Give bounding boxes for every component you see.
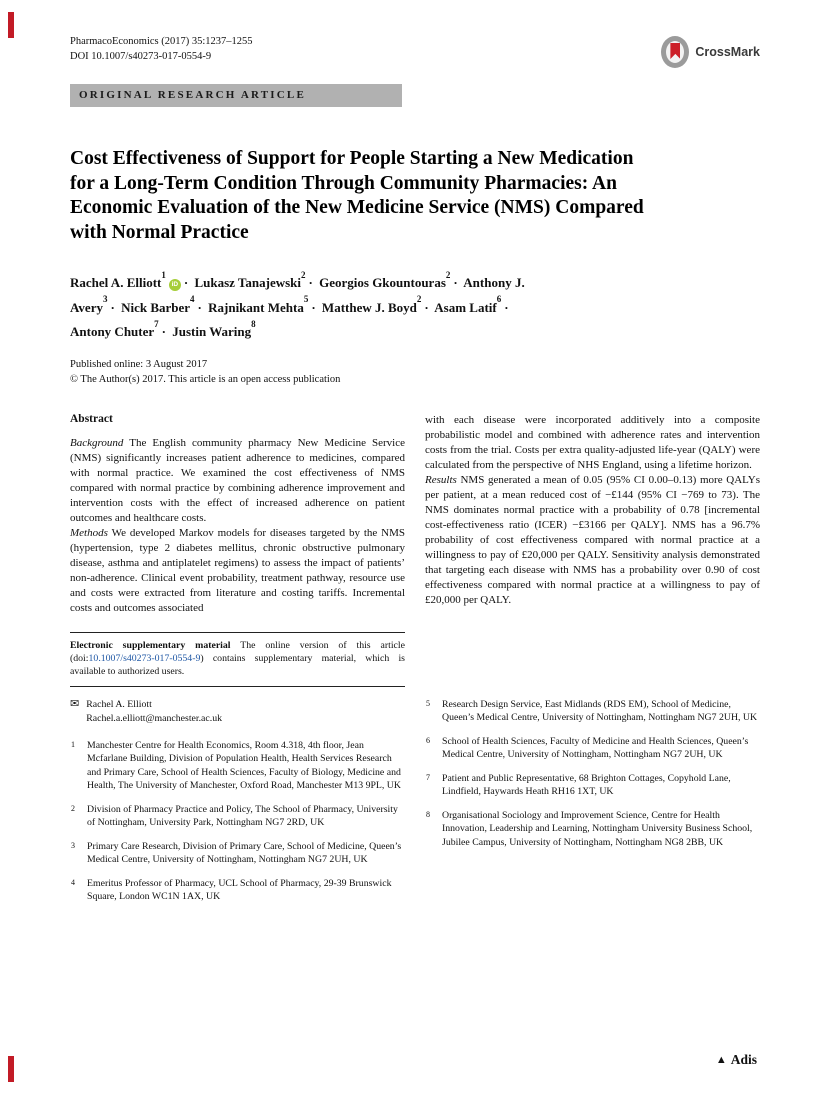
journal-citation: PharmacoEconomics (2017) 35:1237–1255 bbox=[70, 36, 253, 47]
affiliation-text: Research Design Service, East Midlands (RDS EM), School of Medicine, Queen’s Medical Centre, University of Nottingham, Nottingham NG7 2UH, UK bbox=[442, 698, 758, 724]
page-edge-mark-bottom bbox=[8, 1056, 14, 1082]
footnotes-left-column bbox=[70, 698, 405, 914]
author bbox=[121, 294, 195, 315]
methods-text-right: with each disease were incorporated additively into a composite probabilistic model and combined with adherence rates and intervention costs from the trial. Costs per extra quality-adjusted life-year (QALY) were calculated from the perspective of NHS England, using a lifetime horizon. bbox=[425, 413, 760, 471]
published-online: Published online: 3 August 2017 bbox=[70, 358, 208, 370]
doi-line: DOI 10.1007/s40273-017-0554-9 bbox=[70, 51, 212, 62]
author-affiliation-ref: 2 bbox=[301, 270, 306, 280]
abstract-methods-paragraph bbox=[70, 526, 405, 616]
affiliation-item bbox=[425, 772, 760, 799]
author-separator: · bbox=[183, 275, 189, 291]
methods-label: Methods bbox=[70, 526, 108, 539]
affiliation-number: 6 bbox=[426, 735, 430, 745]
author-separator: · bbox=[308, 275, 313, 291]
abstract-background-paragraph bbox=[70, 436, 405, 526]
author-name: Rachel A. Elliott bbox=[70, 275, 162, 291]
author-affiliation-ref: 6 bbox=[496, 294, 502, 305]
results-text: NMS generated a mean of 0.05 (95% CI 0.00–0.13) more QALYs per patient, at a mean reduced cost of −£144 (95% CI −769 to 73). The NMS dominates normal practice with a probability of 0.78 [incremental cost-effectiveness ratio (ICER) −£3166 per QALY]. NMS has a 96.7% probability of cost effectiveness compared with normal practice at a willingness to pay of £20,000 per QALY. Sensitivity analysis demonstrated that targeting each disease with NMS has a probability over 0.90 of cost effectiveness compared with normal practice at a willingness to pay of £20,000 per QALY. bbox=[425, 473, 761, 606]
crossmark-icon bbox=[661, 36, 689, 68]
corresponding-author-name: Rachel A. Elliott bbox=[86, 698, 152, 710]
adis-label: Adis bbox=[730, 1052, 757, 1067]
affiliation-number: 4 bbox=[71, 877, 75, 887]
author-separator: · bbox=[197, 299, 202, 315]
affiliation-item bbox=[70, 840, 405, 867]
adis-logo bbox=[716, 1052, 757, 1068]
publication-info bbox=[70, 357, 760, 387]
affiliation-text: Emeritus Professor of Pharmacy, UCL School of Pharmacy, 29-39 Brunswick Square, London WC1N 1AX, UK bbox=[87, 877, 392, 903]
author-name: Rajnikant Mehta bbox=[208, 299, 304, 315]
affiliation-number: 8 bbox=[426, 809, 430, 819]
author-name: Lukasz Tanajewski bbox=[194, 275, 302, 291]
background-text: The English community pharmacy New Medicine Service (NMS) significantly increases patient adherence to medicines, compared with normal practice. We examined the cost effectiveness of NMS compared with normal practice by combining adherence improvement and intervention costs with the effect of increased adherence on patient outcomes and healthcare costs. bbox=[70, 436, 405, 524]
affiliation-item bbox=[70, 739, 405, 793]
author bbox=[434, 294, 502, 315]
affiliation-number: 7 bbox=[426, 772, 430, 782]
author-affiliation-ref: 1 bbox=[161, 270, 166, 280]
abstract bbox=[70, 413, 760, 616]
author-affiliation-ref: 3 bbox=[102, 294, 108, 305]
affiliation-item bbox=[70, 877, 405, 904]
supplementary-text-before-link: The online version of this article (doi: bbox=[70, 639, 405, 664]
author-affiliation-ref: 4 bbox=[190, 294, 195, 305]
author-separator: · bbox=[504, 299, 509, 315]
affiliation-text: Patient and Public Representative, 68 Brighton Cottages, Copyhold Lane, Lindfield, Haywards Heath RH16 1XT, UK bbox=[442, 772, 731, 798]
author-affiliation-ref: 7 bbox=[154, 318, 159, 329]
abstract-right-column bbox=[425, 413, 760, 616]
author bbox=[70, 318, 159, 339]
author-name: Anthony J. Avery bbox=[70, 275, 525, 315]
affiliation-number: 2 bbox=[71, 803, 75, 813]
supplementary-doi-link[interactable]: 10.1007/s40273-017-0554-9 bbox=[88, 652, 201, 664]
article-type-banner bbox=[70, 84, 402, 107]
affiliation-item bbox=[425, 735, 760, 762]
affiliation-text: Primary Care Research, Division of Primary Care, School of Medicine, Queen’s Medical Centre, University of Nottingham, Nottingham NG7 2UH, UK bbox=[87, 840, 402, 866]
article-type-label: ORIGINAL RESEARCH ARTICLE bbox=[79, 89, 306, 101]
abstract-heading: Abstract bbox=[70, 412, 113, 425]
supplementary-text-after-link: ) contains supplementary material, which is available to authorized users. bbox=[70, 652, 405, 677]
affiliation-item bbox=[70, 803, 405, 830]
envelope-icon: ✉ bbox=[70, 697, 80, 710]
supplementary-material-note bbox=[70, 632, 405, 687]
article-title: Cost Effectiveness of Support for People Starting a New Medication for a Long-Term Condition Through Community Pharmacies: An Economic Evaluation of the New Medicine Service (NMS) Compared with Normal Practice bbox=[70, 148, 644, 243]
author bbox=[70, 270, 166, 291]
adis-triangle-icon: ▲ bbox=[715, 1053, 727, 1066]
affiliation-number: 3 bbox=[71, 840, 75, 850]
author-affiliation-ref: 2 bbox=[416, 294, 422, 305]
affiliation-item bbox=[425, 809, 760, 850]
author-affiliation-ref: 8 bbox=[251, 318, 256, 329]
crossmark-label: CrossMark bbox=[695, 45, 760, 59]
author-name: Nick Barber bbox=[121, 299, 191, 315]
affiliation-text: Manchester Centre for Health Economics, Room 4.318, 4th floor, Jean Mcfarlane Building, Division of Population Health, Health Services Research and Primary Care, School of Health Sciences, Faculty of Biology, Medicine and Health, The University of Manchester, Oxford Road, Manchester M13 9PL, UK bbox=[87, 739, 401, 792]
footnotes-right-column bbox=[425, 698, 760, 914]
author bbox=[208, 294, 309, 315]
author-name: Asam Latif bbox=[434, 299, 497, 315]
author bbox=[172, 318, 256, 339]
affiliation-number: 1 bbox=[71, 739, 75, 749]
author-separator: · bbox=[110, 299, 115, 315]
orcid-icon[interactable]: iD bbox=[169, 279, 181, 291]
affiliation-number: 5 bbox=[426, 698, 430, 708]
affiliation-item bbox=[425, 698, 760, 725]
background-label: Background bbox=[70, 436, 124, 449]
correspondence-block bbox=[70, 698, 405, 726]
author-separator: · bbox=[311, 299, 316, 315]
author-separator: · bbox=[424, 299, 429, 315]
author-list bbox=[70, 269, 550, 342]
page-header bbox=[70, 34, 760, 68]
author bbox=[321, 294, 422, 315]
copyright-line: © The Author(s) 2017. This article is an open access publication bbox=[70, 373, 341, 385]
crossmark-badge[interactable] bbox=[661, 36, 760, 68]
author bbox=[319, 270, 451, 291]
author-affiliation-ref: 2 bbox=[445, 270, 451, 280]
footnotes bbox=[70, 698, 760, 914]
abstract-methods-continued bbox=[425, 413, 760, 473]
page-edge-mark-top bbox=[8, 12, 14, 38]
author-name: Justin Waring bbox=[172, 323, 252, 339]
abstract-left-column bbox=[70, 413, 405, 616]
author-separator: · bbox=[161, 323, 166, 339]
affiliation-text: Organisational Sociology and Improvement Science, Centre for Health Innovation, Leadership and Learning, Nottingham University Business School, Jubilee Campus, University of Nottingham, Nottingham NG8 2BB, UK bbox=[442, 809, 753, 848]
abstract-results-paragraph bbox=[425, 473, 760, 608]
corresponding-author-email[interactable]: Rachel.a.elliott@manchester.ac.uk bbox=[86, 713, 223, 725]
supplementary-label: Electronic supplementary material bbox=[70, 639, 231, 651]
results-label: Results bbox=[425, 473, 457, 486]
author-separator: · bbox=[453, 275, 458, 291]
author-name: Matthew J. Boyd bbox=[321, 299, 417, 315]
author-name: Antony Chuter bbox=[70, 323, 155, 339]
author-name: Georgios Gkountouras bbox=[319, 275, 446, 291]
affiliation-text: School of Health Sciences, Faculty of Medicine and Health Sciences, Queen’s Medical Centre, University of Nottingham, Nottingham NG7 2UH, UK bbox=[442, 735, 749, 761]
methods-text-left: We developed Markov models for diseases targeted by the NMS (hypertension, type 2 diabetes mellitus, chronic obstructive pulmonary disease, asthma and antiplatelet regimens) to assess the impact of patients’ non-adherence. Clinical event probability, treatment pathway, resource use and costs were extracted from literature and costing tariffs. Incremental costs and outcomes associated bbox=[70, 526, 405, 614]
author-affiliation-ref: 5 bbox=[303, 294, 309, 305]
author bbox=[194, 270, 306, 291]
affiliation-text: Division of Pharmacy Practice and Policy, The School of Pharmacy, University of Nottingham, University Park, Nottingham NG7 2RD, UK bbox=[87, 803, 398, 829]
